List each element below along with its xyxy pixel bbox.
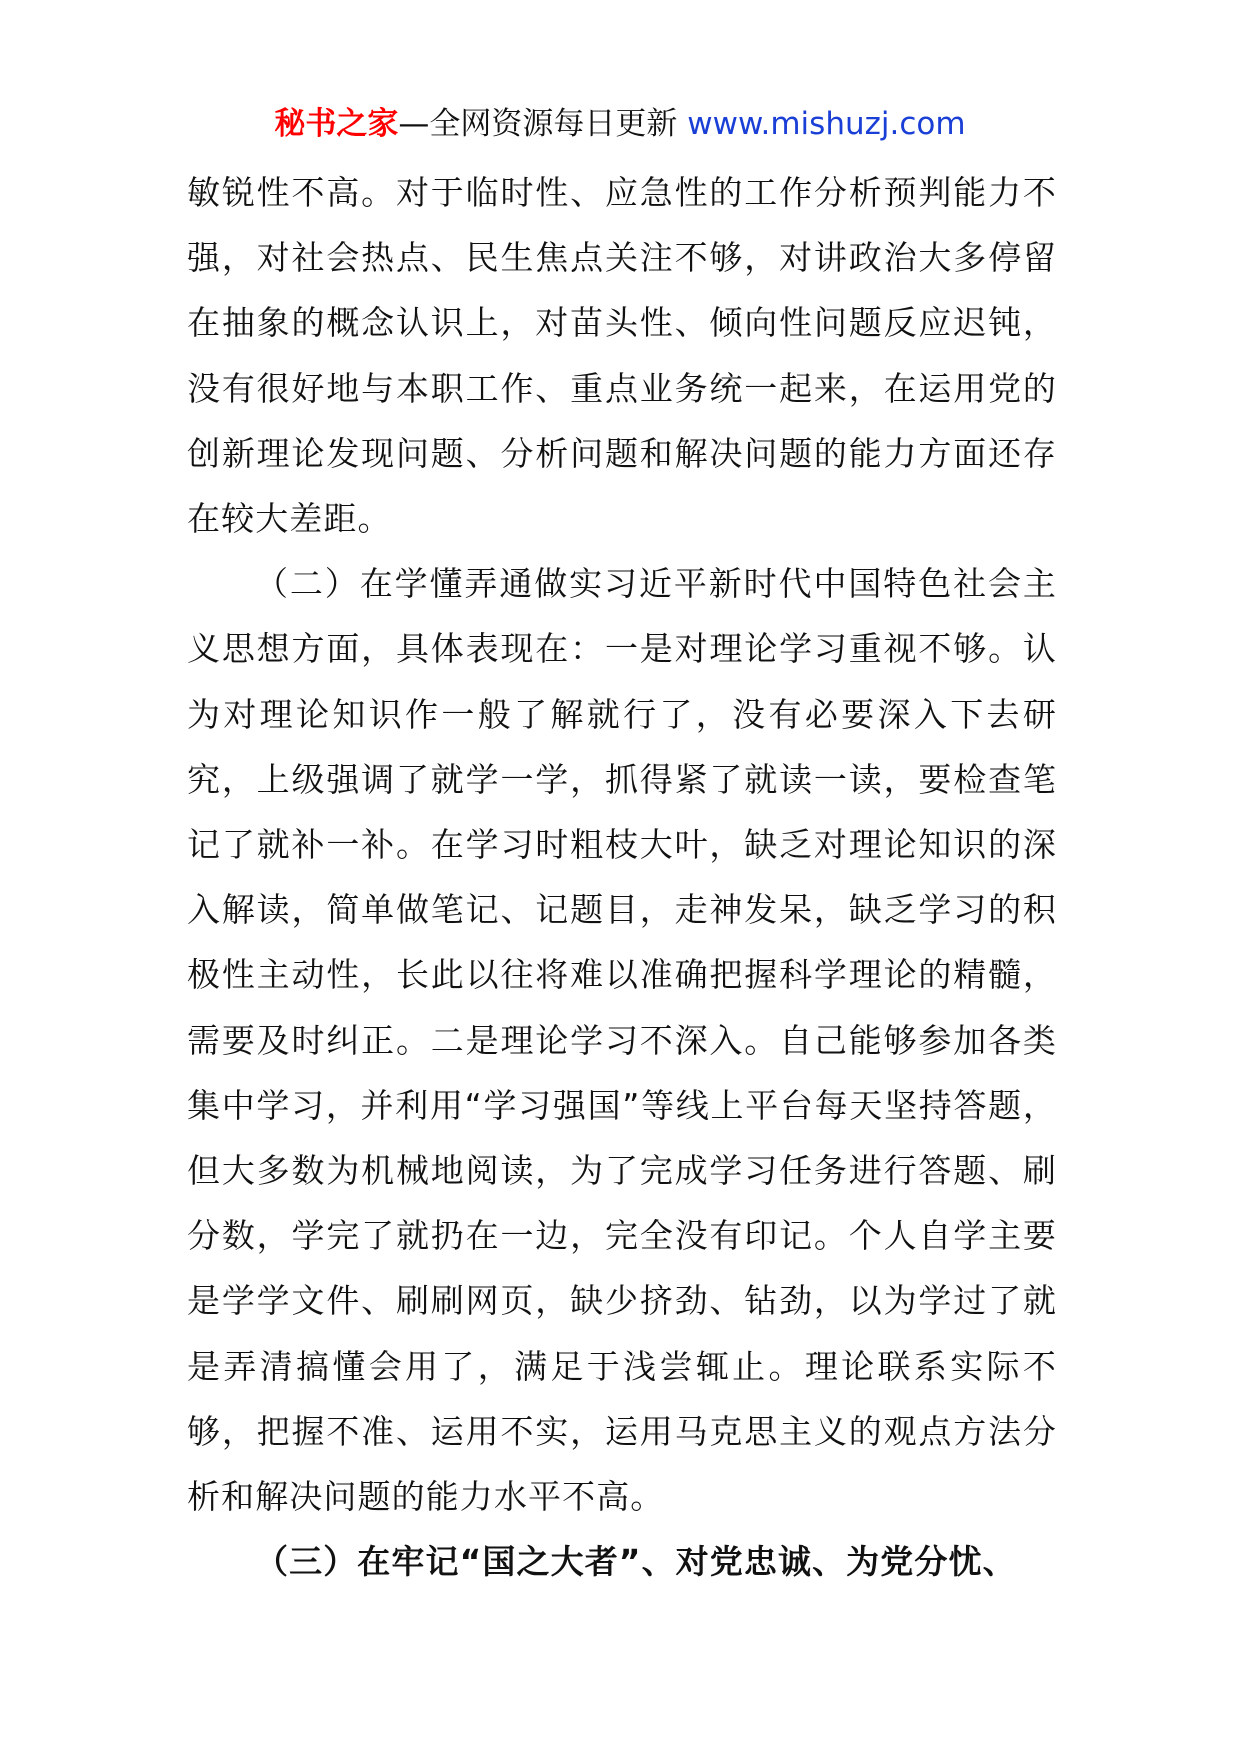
site-brand: 秘书之家 [274,106,399,142]
paragraph-continued: 敏锐性不高。对于临时性、应急性的工作分析预判能力不强，对社会热点、民生焦点关注不够，对讲政治大多停留在抽象的概念认识上，对苗头性、倾向性问题反应迟钝，没有很好地与本职工作、重点业务统一起来，在运用党的创新理论发现问题、分析问题和解决问题的能力方面还存在较大差距。 [187,173,1057,539]
paragraph-section-two: （二）在学懂弄通做实习近平新时代中国特色社会主义思想方面，具体表现在：一是对理论学习重视不够。认为对理论知识作一般了解就行了，没有必要深入下去研究，上级强调了就学一学，抓得紧了就读一读，要检查笔记了就补一补。在学习时粗枝大叶，缺乏对理论知识的深入解读，简单做笔记、记题目，走神发呆，缺乏学习的积极性主动性，长此以往将难以准确把握科学理论的精髓，需要及时纠正。二是理论学习不深入。自己能够参加各类集中学习，并利用“学习强国”等线上平台每天坚持答题，但大多数为机械地阅读，为了完成学习任务进行答题、刷分数，学完了就扔在一边，完全没有印记。个人自学主要是学学文件、刷刷网页，缺少挤劲、钻劲，以为学过了就是弄清搞懂会用了，满足于浅尝辄止。理论联系实际不够，把握不准、运用不实，运用马克思主义的观点方法分析和解决问题的能力水平不高。 [187,564,1057,1517]
site-header [0,100,1240,148]
site-tagline: —全网资源每日更新 [398,106,688,142]
site-url-link[interactable]: www.mishuzj.com [687,106,966,142]
document-body [187,160,1057,1594]
section-three-heading: （三）在牢记“国之大者”、对党忠诚、为党分忧、 [255,1542,1017,1582]
